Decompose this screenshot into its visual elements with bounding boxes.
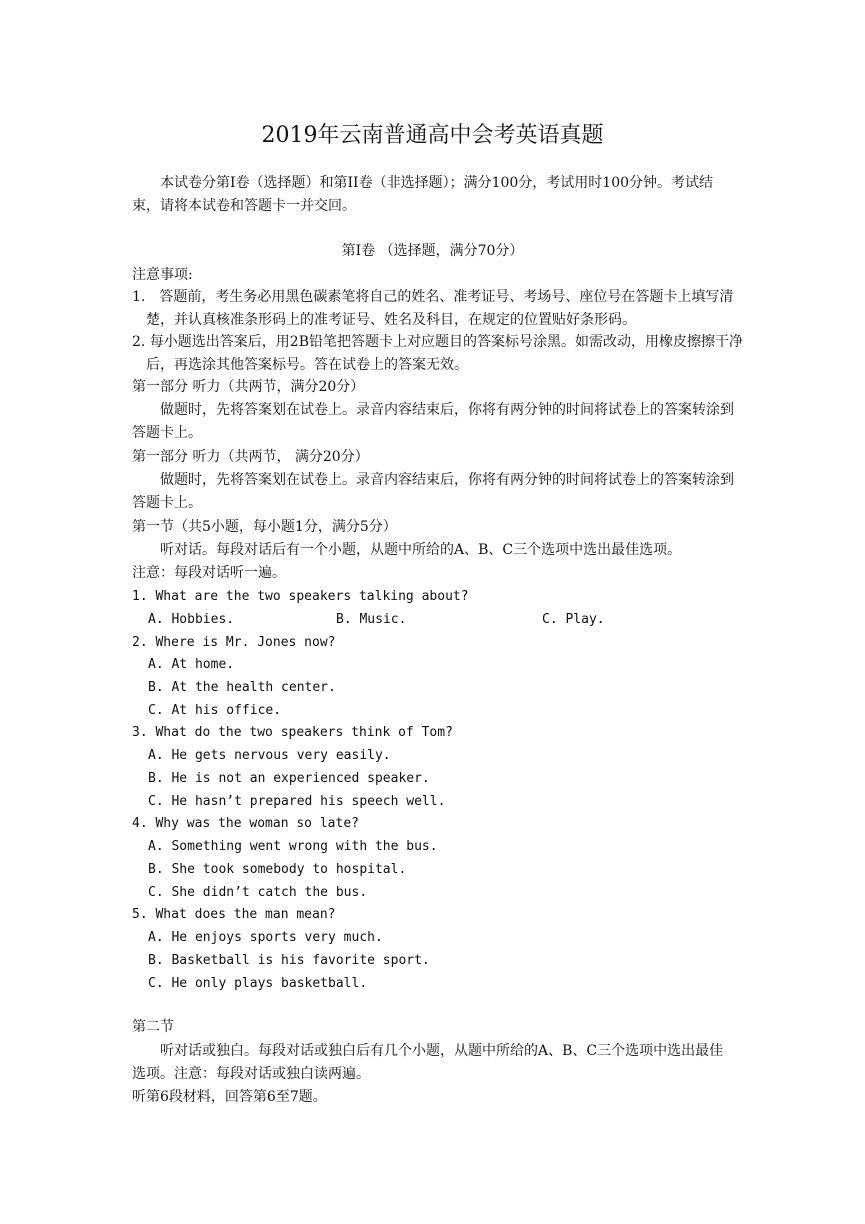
question-1: 1. What are the two speakers talking about? bbox=[132, 589, 469, 604]
intro-paragraph: 本试卷分第Ⅰ卷（选择题）和第II卷（非选择题）；满分100分，考试用时100分钟。考试结束，请将本试卷和答题卡一并交回。 bbox=[132, 175, 714, 214]
page-title: 2019年云南普通高中会考英语真题 bbox=[261, 123, 604, 148]
question-2: 2. Where is Mr. Jones now? bbox=[132, 635, 336, 650]
q2-option-c: C. At his office. bbox=[148, 703, 282, 718]
q2-option-a: A. At home. bbox=[148, 657, 235, 672]
q3-option-b: B. He is not an experienced speaker. bbox=[148, 771, 430, 786]
section2-instruction: 听对话或独白。每段对话或独白后有几个小题，从题中所给的A、B、C三个选项中选出最佳选项。注意：每段对话或独白读两遍。 bbox=[132, 1043, 724, 1082]
q5-option-a: A. He enjoys sports very much. bbox=[148, 930, 383, 945]
notes-heading: 注意事项: bbox=[132, 267, 193, 283]
question-5: 5. What does the man mean? bbox=[132, 907, 336, 922]
q1-option-a: A. Hobbies. bbox=[148, 612, 235, 627]
section1-note: 注意：每段对话听一遍。 bbox=[132, 565, 286, 581]
q2-option-b: B. At the health center. bbox=[148, 680, 336, 695]
section2-heading: 第二节 bbox=[132, 1019, 174, 1035]
note-2: 2. 每小题选出答案后，用2B铅笔把答题卡上对应题目的答案标号涂黑。如需改动，用橡皮擦擦干净后，再选涂其他答案标号。答在试卷上的答案无效。 bbox=[132, 334, 744, 373]
q4-option-b: B. She took somebody to hospital. bbox=[148, 862, 407, 877]
section2-note: 听第6段材料，回答第6至7题。 bbox=[132, 1089, 327, 1105]
q1-option-c: C. Play. bbox=[542, 612, 605, 627]
section1-instruction: 听对话。每段对话后有一个小题，从题中所给的A、B、C三个选项中选出最佳选项。 bbox=[160, 542, 682, 558]
question-4: 4. Why was the woman so late? bbox=[132, 816, 359, 831]
listening-instruction-2: 做题时，先将答案划在试卷上。录音内容结束后，你将有两分钟的时间将试卷上的答案转涂到答题卡上。 bbox=[132, 472, 734, 511]
section1-heading: 第一节（共5小题，每小题1分，满分5分） bbox=[132, 519, 397, 535]
note-1: 1. 答题前，考生务必用黑色碳素笔将自己的姓名、准考证号、考场号、座位号在答题卡上填写清楚，并认真核准条形码上的准考证号、姓名及科目，在规定的位置贴好条形码。 bbox=[132, 289, 734, 328]
listening-heading-2: 第一部分 听力（共两节， 满分20分） bbox=[132, 449, 369, 465]
q4-option-a: A. Something went wrong with the bus. bbox=[148, 839, 438, 854]
listening-heading-1: 第一部分 听力（共两节，满分20分） bbox=[132, 379, 365, 395]
q4-option-c: C. She didn’t catch the bus. bbox=[148, 885, 368, 900]
q3-option-a: A. He gets nervous very easily. bbox=[148, 748, 391, 763]
question-3: 3. What do the two speakers think of Tom? bbox=[132, 725, 453, 740]
q1-option-b: B. Music. bbox=[336, 612, 407, 627]
part1-heading: 第Ⅰ卷 （选择题，满分70分） bbox=[341, 243, 524, 259]
listening-instruction-1: 做题时，先将答案划在试卷上。录音内容结束后，你将有两分钟的时间将试卷上的答案转涂到答题卡上。 bbox=[132, 402, 734, 441]
q3-option-c: C. He hasn’t prepared his speech well. bbox=[148, 794, 446, 809]
q5-option-b: B. Basketball is his favorite sport. bbox=[148, 953, 430, 968]
q5-option-c: C. He only plays basketball. bbox=[148, 976, 368, 991]
